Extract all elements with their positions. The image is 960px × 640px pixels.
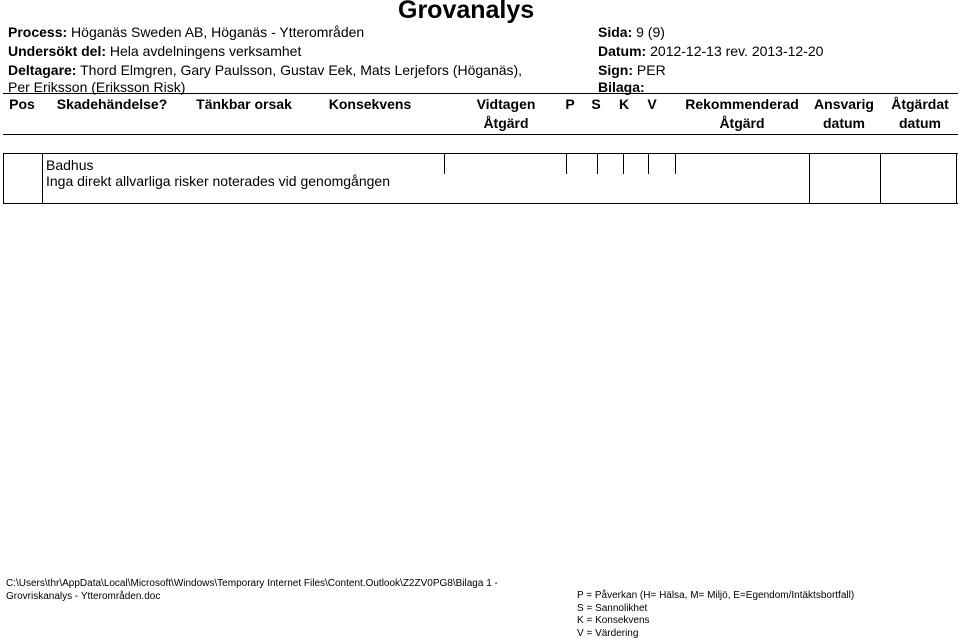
row-divider [623,153,624,174]
document-title: Grovanalys [398,0,534,25]
bilaga-label: Bilaga: [598,79,645,95]
legend [577,590,854,640]
process-line [8,23,364,42]
col-header-vidtagen: Vidtagen [445,96,567,112]
deltagare-label: Deltagare: [8,62,76,78]
sida-value: 9 (9) [636,24,665,40]
col-header-ansvarig: Ansvarig [808,96,880,112]
sida-label: Sida: [598,24,632,40]
row-divider [880,153,881,203]
col-header-atgardat: Åtgärdat [880,96,960,112]
deltagare-value: Thord Elmgren, Gary Paulsson, Gustav Eek, Mats Lerjefors (Höganäs), [80,62,522,78]
legend-item-s: S = Sannolikhet [577,603,854,616]
row-divider [42,153,43,203]
datum-label: Datum: [598,43,646,59]
file-path-line-1: C:\Users\thr\AppData\Local\Microsoft\Windows\Temporary Internet Files\Content.Outlook\Z2ZV0PG8\Bilaga 1 - [6,578,498,591]
file-path [6,578,498,603]
undersokt-label: Undersökt del: [8,43,106,59]
col-header-vidtagen-2: Åtgärd [445,115,567,131]
undersokt-line [8,42,301,61]
row-divider [648,153,649,174]
col-header-atgardat-2: datum [880,115,960,131]
row-divider [597,153,598,174]
header-top-rule [3,93,958,94]
row-top-rule [3,153,958,154]
col-header-ansvarig-2: datum [808,115,880,131]
sign-value: PER [637,62,666,78]
datum-line [598,42,823,61]
col-header-orsak: Tänkbar orsak [182,96,306,112]
file-path-line-2: Grovriskanalys - Ytterområden.doc [6,591,498,604]
row-heading: Badhus [46,157,93,173]
col-header-s: S [586,96,606,112]
deltagare-value-2: Per Eriksson (Eriksson Risk) [8,79,185,95]
row-bottom-rule [3,203,958,204]
bilaga-line [598,78,645,97]
legend-item-k: K = Konsekvens [577,615,854,628]
row-divider [3,153,4,203]
header-bottom-rule [3,134,958,135]
col-header-rekommenderad-2: Åtgärd [676,115,808,131]
row-divider [566,153,567,174]
row-divider [809,153,810,203]
process-label: Process: [8,24,67,40]
legend-item-p: P = Påverkan (H= Hälsa, M= Miljö, E=Egendom/Intäktsbortfall) [577,590,854,603]
legend-item-v: V = Värdering [577,628,854,640]
process-value: Höganäs Sweden AB, Höganäs - Ytterområden [71,24,364,40]
col-header-skadehandelse: Skadehändelse? [45,96,179,112]
col-header-rekommenderad: Rekommenderad [676,96,808,112]
col-header-k: K [614,96,634,112]
row-divider [675,153,676,174]
datum-value: 2012-12-13 rev. 2013-12-20 [650,43,823,59]
sign-label: Sign: [598,62,633,78]
col-header-konsekvens: Konsekvens [310,96,430,112]
deltagare-line-2 [8,78,185,97]
sida-line [598,23,665,42]
col-header-p: P [560,96,580,112]
row-divider [444,153,445,174]
row-text: Inga direkt allvarliga risker noterades vid genomgången [46,173,390,189]
undersokt-value: Hela avdelningens verksamhet [110,43,301,59]
col-header-pos: Pos [2,96,42,112]
col-header-v: V [642,96,662,112]
row-divider [956,153,957,203]
